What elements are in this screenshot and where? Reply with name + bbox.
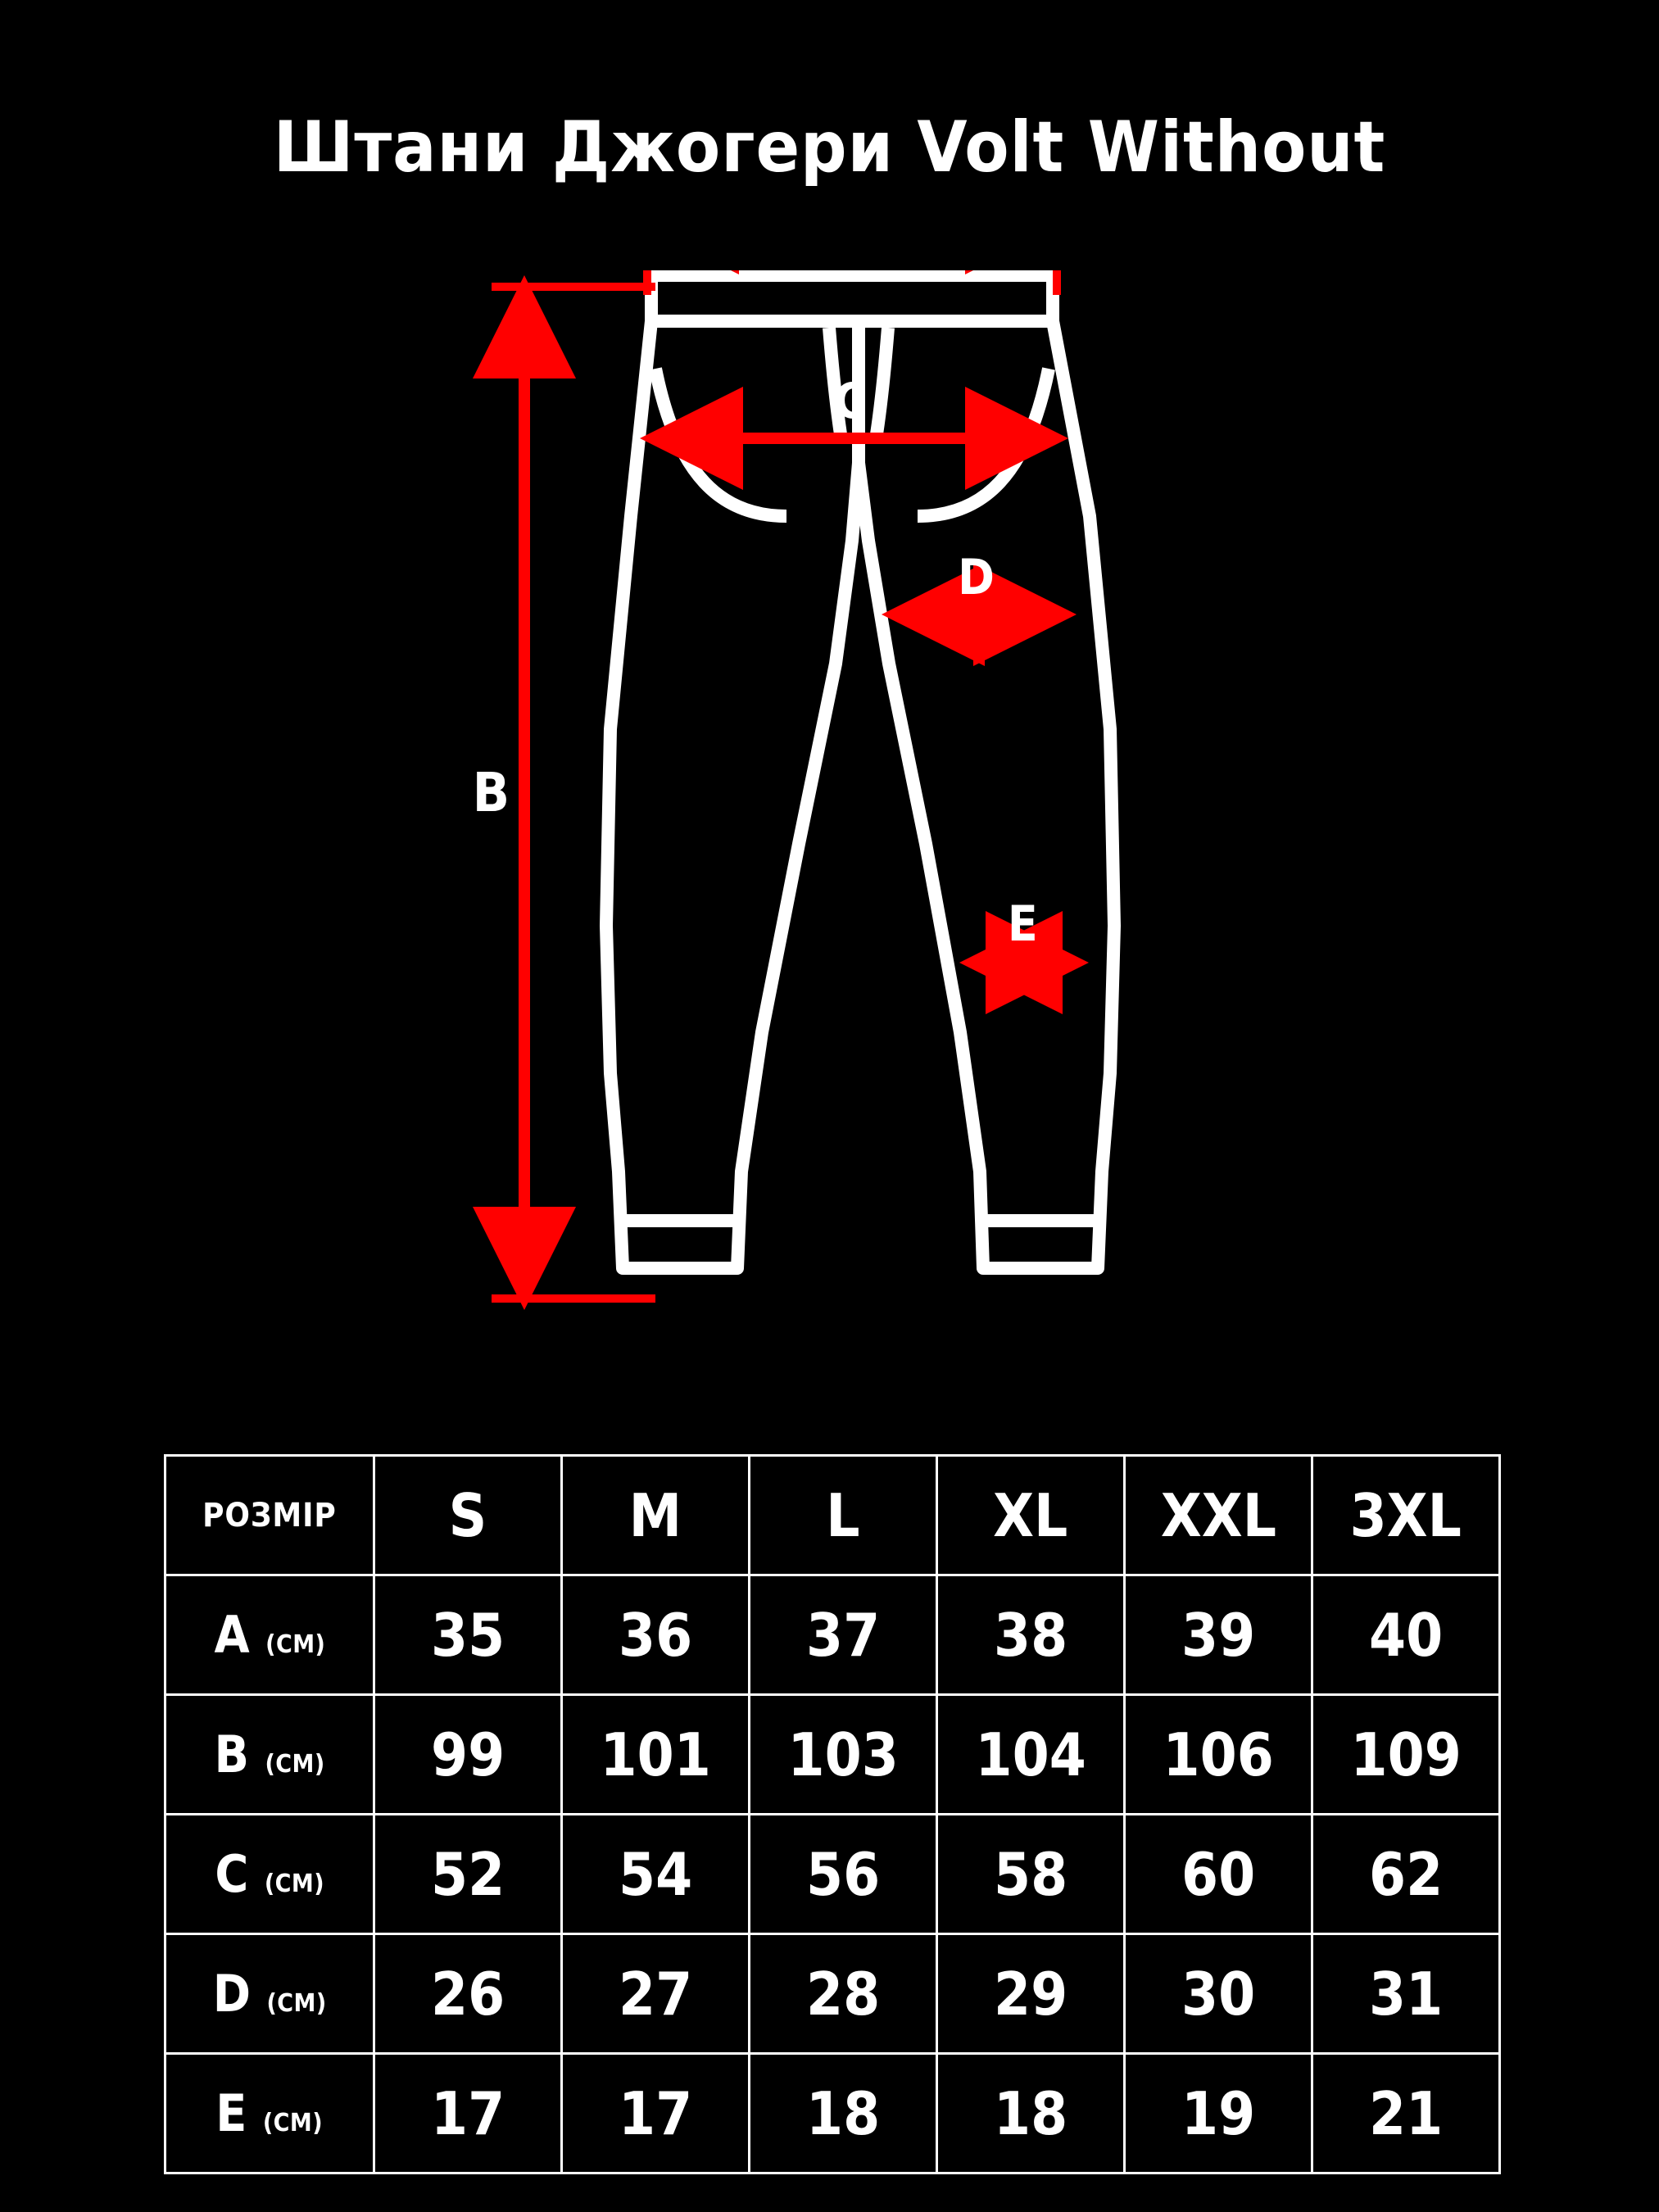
header-size-label: РОЗМІР (165, 1456, 374, 1575)
cell-e-s: 17 (374, 2054, 562, 2173)
cell-b-xl: 104 (937, 1695, 1125, 1815)
cell-d-xxl: 30 (1125, 1934, 1312, 2054)
garment-diagram (0, 270, 1659, 1360)
cell-c-s: 52 (374, 1815, 562, 1934)
measure-label-c: C (833, 373, 867, 430)
size-table (164, 1454, 1501, 2174)
row-label-e: E (СМ) (165, 2054, 374, 2173)
row-label-b: B (СМ) (165, 1695, 374, 1815)
header-size-xl: XL (937, 1456, 1125, 1575)
cell-d-m: 27 (562, 1934, 750, 2054)
cell-e-3xl: 21 (1312, 2054, 1500, 2173)
cell-a-xl: 38 (937, 1575, 1125, 1695)
page-title: Штани Джогери Volt Without (273, 107, 1386, 188)
header-size-l: L (750, 1456, 937, 1575)
cell-a-3xl: 40 (1312, 1575, 1500, 1695)
cell-a-m: 36 (562, 1575, 750, 1695)
table-row (165, 1815, 1500, 1934)
cell-a-s: 35 (374, 1575, 562, 1695)
header-size-m: M (562, 1456, 750, 1575)
row-label-a: A (СМ) (165, 1575, 374, 1695)
cell-a-l: 37 (750, 1575, 937, 1695)
table-row (165, 2054, 1500, 2173)
cell-b-3xl: 109 (1312, 1695, 1500, 1815)
cell-b-xxl: 106 (1125, 1695, 1312, 1815)
table-row (165, 1934, 1500, 2054)
cell-d-s: 26 (374, 1934, 562, 2054)
cell-e-m: 17 (562, 2054, 750, 2173)
table-row (165, 1575, 1500, 1695)
cell-b-m: 101 (562, 1695, 750, 1815)
cell-c-xxl: 60 (1125, 1815, 1312, 1934)
cell-e-l: 18 (750, 2054, 937, 2173)
header-size-s: S (374, 1456, 562, 1575)
row-label-d: D (СМ) (165, 1934, 374, 2054)
measure-label-d: D (958, 549, 995, 606)
measure-lines (492, 270, 1077, 1299)
measure-label-b: B (472, 761, 510, 824)
table-header-row (165, 1456, 1500, 1575)
cell-e-xl: 18 (937, 2054, 1125, 2173)
cell-c-xl: 58 (937, 1815, 1125, 1934)
cell-d-l: 28 (750, 1934, 937, 2054)
cell-e-xxl: 19 (1125, 2054, 1312, 2173)
cell-c-m: 54 (562, 1815, 750, 1934)
size-table-container (164, 1454, 1499, 2174)
header-size-3xl: 3XL (1312, 1456, 1500, 1575)
table-row (165, 1695, 1500, 1815)
cell-d-xl: 29 (937, 1934, 1125, 2054)
cell-c-l: 56 (750, 1815, 937, 1934)
cell-b-l: 103 (750, 1695, 937, 1815)
cell-d-3xl: 31 (1312, 1934, 1500, 2054)
row-label-c: C (СМ) (165, 1815, 374, 1934)
header-size-xxl: XXL (1125, 1456, 1312, 1575)
cell-a-xxl: 39 (1125, 1575, 1312, 1695)
cell-c-3xl: 62 (1312, 1815, 1500, 1934)
cell-b-s: 99 (374, 1695, 562, 1815)
measure-label-e: E (1007, 895, 1038, 953)
